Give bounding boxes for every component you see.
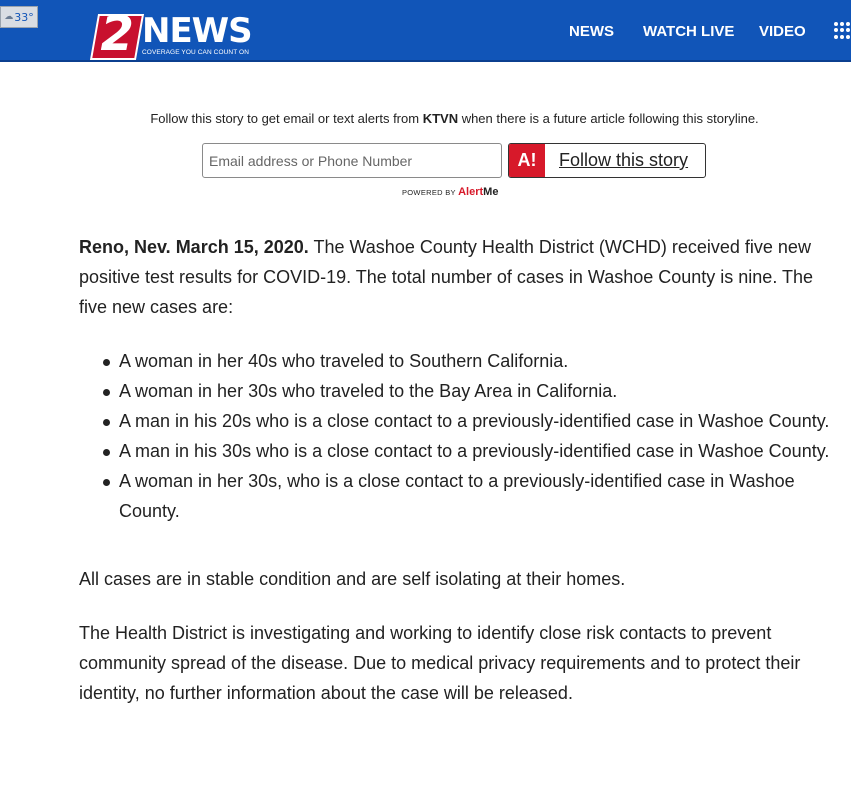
follow-story-button[interactable] [508,143,706,178]
nav-video[interactable]: VIDEO [759,23,806,40]
logo-number: 2 [100,6,134,62]
list-item: A woman in her 40s who traveled to Southern California. [79,346,831,376]
email-phone-input[interactable] [202,143,502,178]
cloud-icon: ☁ [4,12,14,22]
dateline: Reno, Nev. March 15, 2020. [79,237,309,257]
nav-news[interactable]: NEWS [569,23,614,40]
menu-grid-icon[interactable] [834,22,851,39]
weather-temp: 33° [14,10,34,24]
investigation-paragraph: The Health District is investigating and working to identify close risk contacts to prevent community spread of the disease. Due to medical privacy requirements and to protect their identity, no further information about the case will be released. [79,623,801,703]
list-item: A man in his 20s who is a close contact to a previously-identified case in Washoe County. [79,406,831,436]
list-item: A woman in her 30s who traveled to the Bay Area in California. [79,376,831,406]
site-logo[interactable] [94,6,254,62]
site-header [0,0,851,62]
lead-paragraph: Reno, Nev. March 15, 2020. The Washoe County Health District (WCHD) received five new positive test results for COVID-19. The total number of cases in Washoe County is nine. The five new cases are: [79,237,814,317]
logo-tagline: COVERAGE YOU CAN COUNT ON [142,49,249,56]
alertme-icon: A! [509,144,545,177]
nav-watch-live[interactable]: WATCH LIVE [643,23,735,40]
powered-by: POWERED BY AlertMe [402,186,499,198]
list-item: A man in his 30s who is a close contact to a previously-identified case in Washoe County. [79,436,831,466]
weather-widget[interactable] [0,6,38,28]
list-item: A woman in her 30s, who is a close contact to a previously-identified case in Washoe County. [79,466,831,526]
logo-name: NEWS [142,11,252,51]
station-name: KTVN [422,111,459,126]
logo-number-badge [90,6,144,62]
alertme-brand[interactable]: AlertMe [458,186,499,198]
stable-paragraph: All cases are in stable condition and are self isolating at their homes. [79,569,626,589]
follow-story-label: Follow this story [559,150,689,170]
article-body [79,232,831,708]
follow-description: Follow this story to get email or text alerts from KTVN when there is a future article following this storyline. [150,111,759,126]
cases-list [79,346,831,526]
